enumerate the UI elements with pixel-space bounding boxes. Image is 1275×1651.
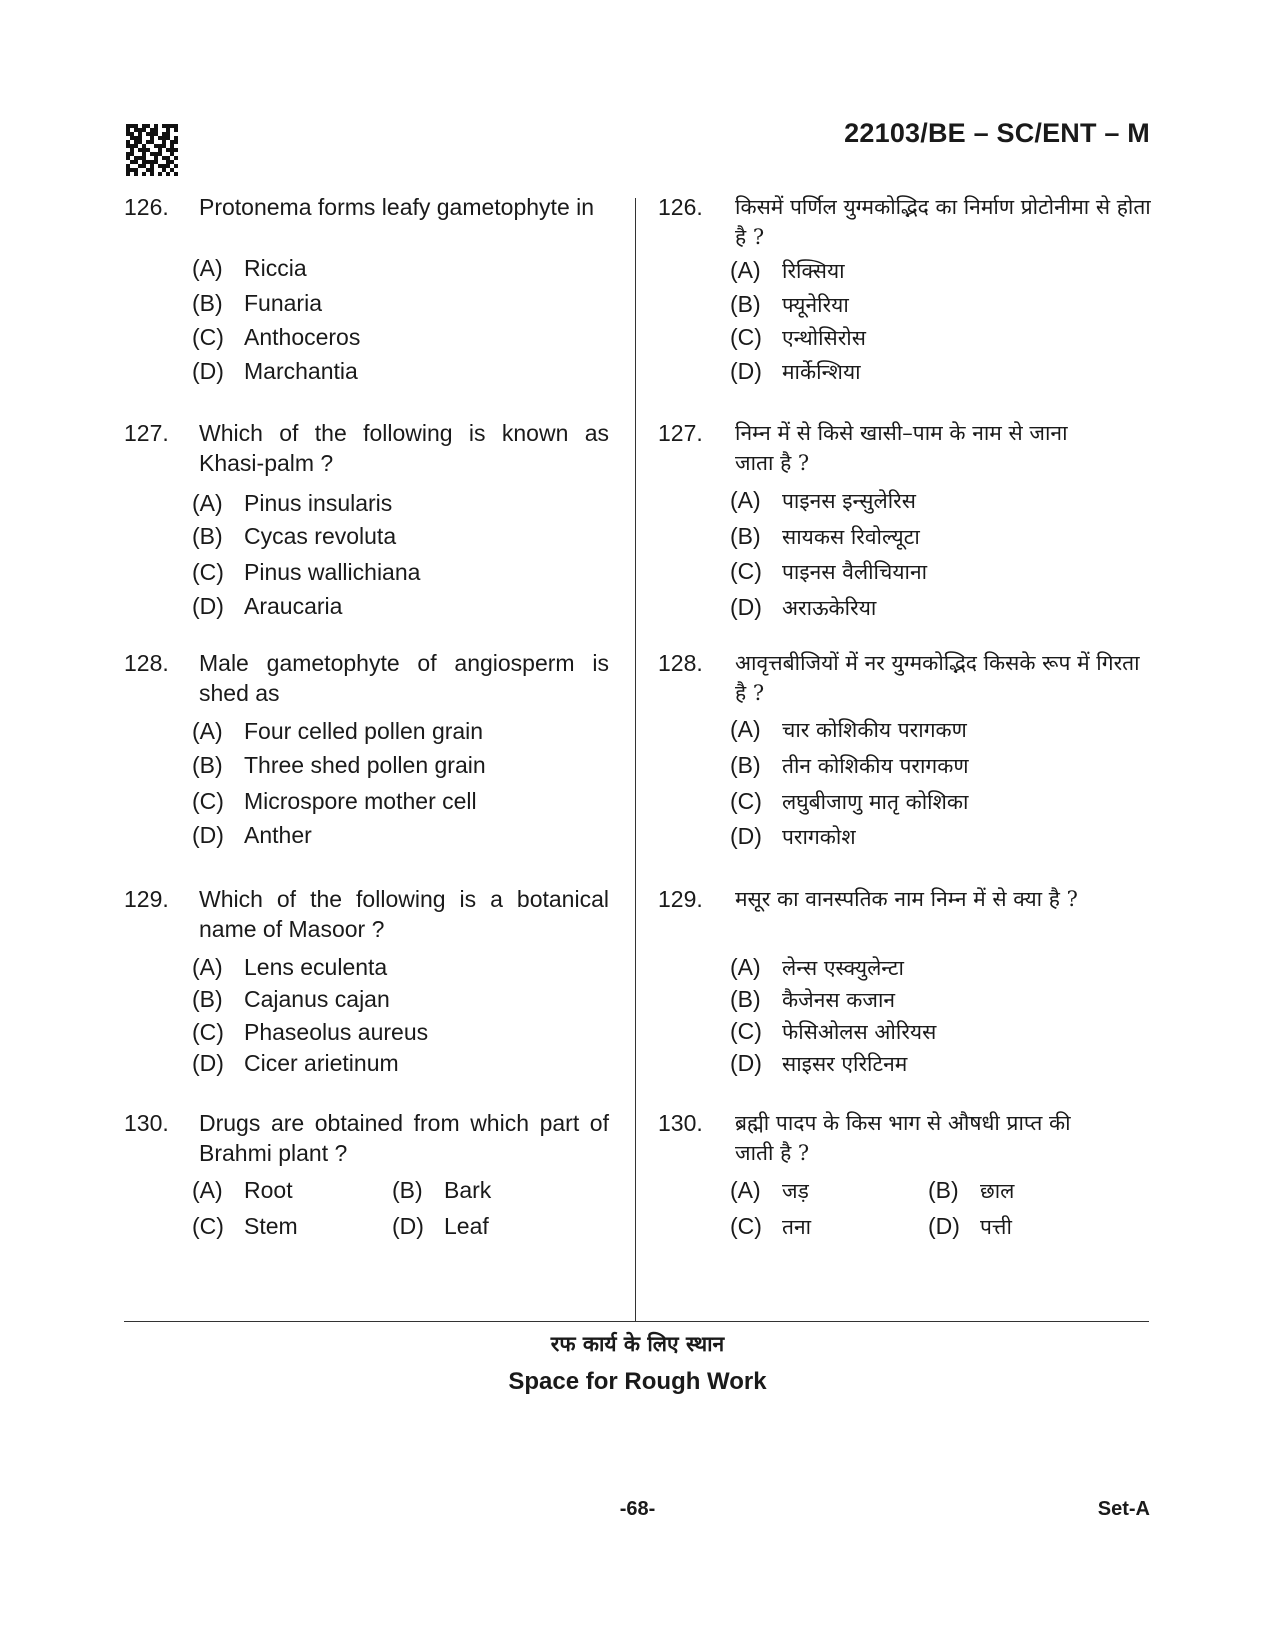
question-number: 129. (658, 886, 703, 912)
option-label: (A) (192, 1177, 223, 1203)
option (730, 485, 916, 516)
option-text: Cicer arietinum (244, 1050, 399, 1076)
option (192, 288, 322, 318)
question-text: Male gametophyte of angiosperm is shed as (199, 650, 609, 706)
option-text: Bark (444, 1177, 492, 1203)
option-label: (C) (192, 1213, 224, 1239)
option (192, 557, 420, 587)
option (730, 821, 856, 852)
option-label: (C) (730, 788, 762, 814)
option-text: Pinus insularis (244, 490, 393, 516)
option-label: (D) (730, 1050, 762, 1076)
option-text: पाइनस इन्सुलेरिस (782, 489, 916, 513)
option-label: (D) (192, 593, 224, 619)
option (730, 556, 927, 587)
option-text: जड़ (782, 1179, 809, 1203)
option-label: (B) (730, 986, 761, 1012)
option (392, 1211, 489, 1241)
option (192, 591, 342, 621)
set-label: Set-A (1097, 1498, 1150, 1520)
option-label: (C) (730, 1213, 762, 1239)
option (730, 322, 866, 353)
question-number: 127. (124, 420, 169, 446)
question-number: 126. (124, 194, 169, 220)
question-text: आवृत्तबीजियों में नर युग्मकोद्भिद किसके रूप में गिरता है ? (735, 651, 1140, 705)
option-label: (C) (730, 324, 762, 350)
option (730, 750, 969, 781)
option-label: (C) (730, 1018, 762, 1044)
option (730, 255, 845, 286)
paper-code: 22103/BE – SC/ENT – M (844, 118, 1150, 148)
option-text: लेन्स एस्क्युलेन्टा (782, 956, 904, 980)
option-text: Root (244, 1177, 293, 1203)
option-text: Phaseolus aureus (244, 1019, 429, 1045)
option-text: Stem (244, 1213, 298, 1239)
option-label: (C) (192, 559, 224, 585)
option (192, 820, 312, 850)
option-text: पत्ती (980, 1215, 1012, 1239)
option-label: (B) (192, 290, 223, 316)
option-text: Pinus wallichiana (244, 559, 421, 585)
rough-work-heading: Space for Rough Work (508, 1368, 767, 1395)
option (192, 786, 477, 816)
option (730, 1016, 936, 1047)
option-text: Cycas revoluta (244, 523, 397, 549)
option (192, 1211, 298, 1241)
qr-code (126, 124, 178, 176)
option (730, 289, 849, 320)
option-label: (A) (192, 954, 223, 980)
option-label: (B) (730, 523, 761, 549)
question-text: मसूर का वानस्पतिक नाम निम्न में से क्या है ? (735, 887, 1078, 911)
option-text: चार कोशिकीय परागकण (782, 718, 967, 742)
option (192, 952, 387, 982)
question-number: 128. (658, 650, 703, 676)
rough-work-heading-hindi: रफ कार्य के लिए स्थान (550, 1331, 725, 1356)
option-text: Funaria (244, 290, 322, 316)
option (730, 714, 967, 745)
option (730, 1175, 809, 1206)
option (192, 750, 486, 780)
question-number: 129. (124, 886, 169, 912)
option-text: परागकोश (782, 825, 856, 849)
option (730, 786, 968, 817)
option-text: लघुबीजाणु मातृ कोशिका (782, 790, 969, 814)
option-label: (C) (192, 788, 224, 814)
option-label: (D) (392, 1213, 424, 1239)
bottom-rule (124, 1321, 1149, 1322)
option-label: (A) (730, 954, 761, 980)
question-text: किसमें पर्णिल युग्मकोद्भिद का निर्माण प्रोटोनीमा से होता है ? (735, 195, 1151, 249)
option-text: Leaf (444, 1213, 489, 1239)
option-text: छाल (980, 1179, 1015, 1203)
option-text: Anther (244, 822, 312, 848)
option-text: तीन कोशिकीय परागकण (782, 754, 969, 778)
option (730, 1048, 907, 1079)
option (192, 521, 396, 551)
option-label: (A) (192, 718, 223, 744)
question-number: 130. (124, 1110, 169, 1136)
option (730, 1211, 811, 1242)
question-text: Drugs are obtained from which part of Brahmi plant ? (199, 1110, 609, 1166)
option-label: (D) (928, 1213, 960, 1239)
option-text: Riccia (244, 255, 307, 281)
option (192, 1175, 293, 1205)
option-text: Marchantia (244, 358, 358, 384)
option-text: कैजेनस कजान (782, 988, 896, 1012)
option (192, 322, 360, 352)
option-text: साइसर एरिटिनम (782, 1052, 908, 1076)
option-label: (D) (192, 358, 224, 384)
question-text: Which of the following is a botanical name of Masoor ? (199, 886, 609, 942)
page-number: -68- (619, 1498, 656, 1520)
question-text: ब्रह्मी पादप के किस भाग से औषधी प्राप्त की जाती है ? (735, 1111, 1071, 1165)
option-label: (A) (730, 716, 761, 742)
question-number: 130. (658, 1110, 703, 1136)
option (192, 1048, 399, 1078)
question-text: निम्न में से किसे खासी–पाम के नाम से जाना जाता है ? (735, 421, 1068, 475)
option-label: (B) (392, 1177, 423, 1203)
option-text: Araucaria (244, 593, 343, 619)
question-number: 127. (658, 420, 703, 446)
option (192, 356, 358, 386)
question-text: Protonema forms leafy gametophyte in (199, 194, 595, 220)
option (392, 1175, 491, 1205)
option-label: (D) (730, 823, 762, 849)
column-divider (635, 198, 636, 1322)
question-number: 128. (124, 650, 169, 676)
option-label: (D) (730, 358, 762, 384)
option-text: तना (782, 1215, 812, 1239)
option-label: (D) (730, 594, 762, 620)
option-text: Four celled pollen grain (244, 718, 484, 744)
option-label: (D) (192, 822, 224, 848)
option-label: (A) (192, 255, 223, 281)
option (928, 1175, 1014, 1206)
option-label: (A) (192, 490, 223, 516)
option-text: Cajanus cajan (244, 986, 390, 1012)
option (192, 488, 392, 518)
option (730, 592, 876, 623)
option (192, 1017, 428, 1047)
option-label: (C) (730, 558, 762, 584)
option-text: Lens eculenta (244, 954, 388, 980)
option-text: Three shed pollen grain (244, 752, 486, 778)
option (192, 253, 307, 283)
option (730, 521, 920, 552)
option-label: (A) (730, 487, 761, 513)
option-text: फेसिओलस ओरियस (782, 1020, 937, 1044)
option-text: रिक्सिया (782, 259, 845, 283)
option-text: सायकस रिवोल्यूटा (782, 525, 920, 549)
option-label: (B) (730, 752, 761, 778)
option-text: फ्यूनेरिया (782, 293, 849, 317)
option (192, 716, 483, 746)
option (730, 984, 895, 1015)
option-text: Microspore mother cell (244, 788, 477, 814)
question-text: Which of the following is known as Khasi-palm ? (199, 420, 609, 476)
option-label: (C) (192, 1019, 224, 1045)
option-label: (B) (730, 291, 761, 317)
option (730, 356, 861, 387)
option-text: अराऊकेरिया (782, 596, 877, 620)
option-text: मार्केन्शिया (782, 360, 861, 384)
option-label: (C) (192, 324, 224, 350)
option-label: (B) (192, 752, 223, 778)
option-text: एन्थोसिरोस (782, 326, 866, 350)
option-label: (B) (192, 523, 223, 549)
option (928, 1211, 1012, 1242)
option (730, 952, 904, 983)
option-text: पाइनस वैलीचियाना (782, 560, 928, 584)
option-label: (B) (192, 986, 223, 1012)
option-label: (A) (730, 257, 761, 283)
option-label: (A) (730, 1177, 761, 1203)
option (192, 984, 390, 1014)
option-label: (B) (928, 1177, 959, 1203)
option-label: (D) (192, 1050, 224, 1076)
option-text: Anthoceros (244, 324, 361, 350)
question-number: 126. (658, 194, 703, 220)
